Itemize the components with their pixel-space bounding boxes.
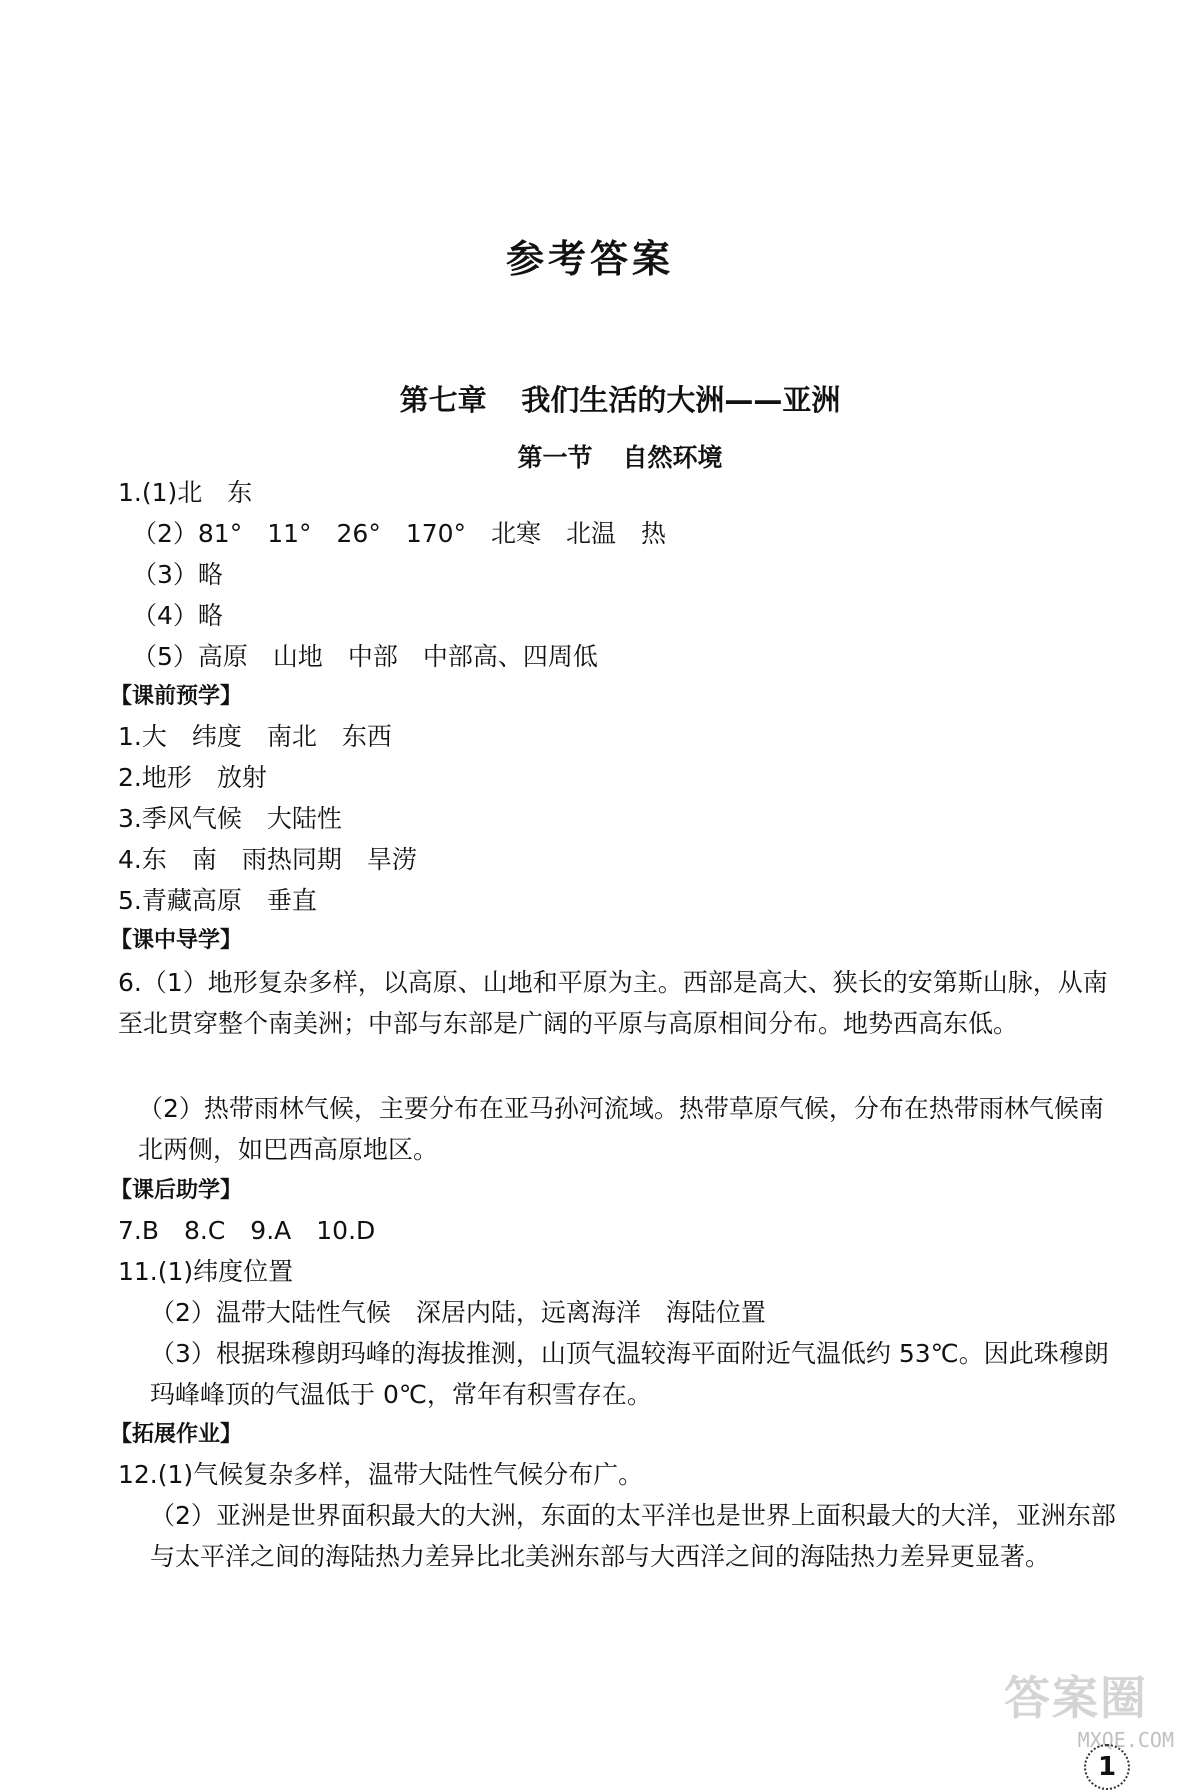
pre-answer-5: 5.青藏高原 垂直 <box>118 886 317 915</box>
section-header-ext: 【拓展作业】 <box>110 1422 243 1447</box>
chapter-name: 我们生活的大洲——亚洲 <box>521 383 841 417</box>
answer-6-2: （2）热带雨林气候，主要分布在亚马孙河流域。热带草原气候，分布在热带雨林气候南北两侧，如巴西高原地区。 <box>138 1094 1104 1164</box>
answer-1-3: （3）略 <box>132 560 223 589</box>
choice-answers: 7.B 8.C 9.A 10.D <box>118 1216 376 1245</box>
pre-answer-4: 4.东 南 雨热同期 旱涝 <box>118 845 417 874</box>
answer-11-3: （3）根据珠穆朗玛峰的海拔推测，山顶气温较海平面附近气温低约 53℃。因此珠穆朗玛峰峰顶的气温低于 0℃，常年有积雪存在。 <box>150 1339 1109 1409</box>
section-header-mid: 【课中导学】 <box>110 928 243 953</box>
answer-12-2: （2）亚洲是世界面积最大的大洲，东面的太平洋也是世界上面积最大的大洋，亚洲东部与太平洋之间的海陆热力差异比北美洲东部与大西洋之间的海陆热力差异更显著。 <box>150 1501 1116 1571</box>
answer-1-4: （4）略 <box>132 601 223 630</box>
answer-1-1: 1.(1)北 东 <box>118 478 253 507</box>
answer-6-1: 6.（1）地形复杂多样，以高原、山地和平原为主。西部是高大、狭长的安第斯山脉，从南至北贯穿整个南美洲；中部与东部是广阔的平原与高原相间分布。地势西高东低。 <box>118 968 1108 1038</box>
section-number: 第一节 <box>517 443 593 472</box>
section-header-post: 【课后助学】 <box>110 1178 243 1203</box>
page-number: 1 <box>1084 1744 1130 1790</box>
answer-1-5: （5）高原 山地 中部 中部高、四周低 <box>132 642 598 671</box>
answer-11-2: （2）温带大陆性气候 深居内陆，远离海洋 海陆位置 <box>150 1298 766 1327</box>
chapter-number: 第七章 <box>399 383 487 417</box>
answer-1-2: （2）81° 11° 26° 170° 北寒 北温 热 <box>132 519 667 548</box>
pre-answer-1: 1.大 纬度 南北 东西 <box>118 722 392 751</box>
section-name: 自然环境 <box>622 443 723 472</box>
chapter-heading <box>0 378 1180 419</box>
pre-answer-3: 3.季风气候 大陆性 <box>118 804 342 833</box>
section-header-pre: 【课前预学】 <box>110 684 243 709</box>
watermark-text: 答案圈 <box>1004 1671 1148 1725</box>
section-heading <box>0 438 1180 474</box>
watermark-url: MXQE.COM <box>1077 1728 1174 1752</box>
answer-12-1: 12.(1)气候复杂多样，温带大陆性气候分布广。 <box>118 1460 644 1489</box>
answer-11-1: 11.(1)纬度位置 <box>118 1257 294 1286</box>
pre-answer-2: 2.地形 放射 <box>118 763 267 792</box>
page-title: 参考答案 <box>505 237 674 281</box>
